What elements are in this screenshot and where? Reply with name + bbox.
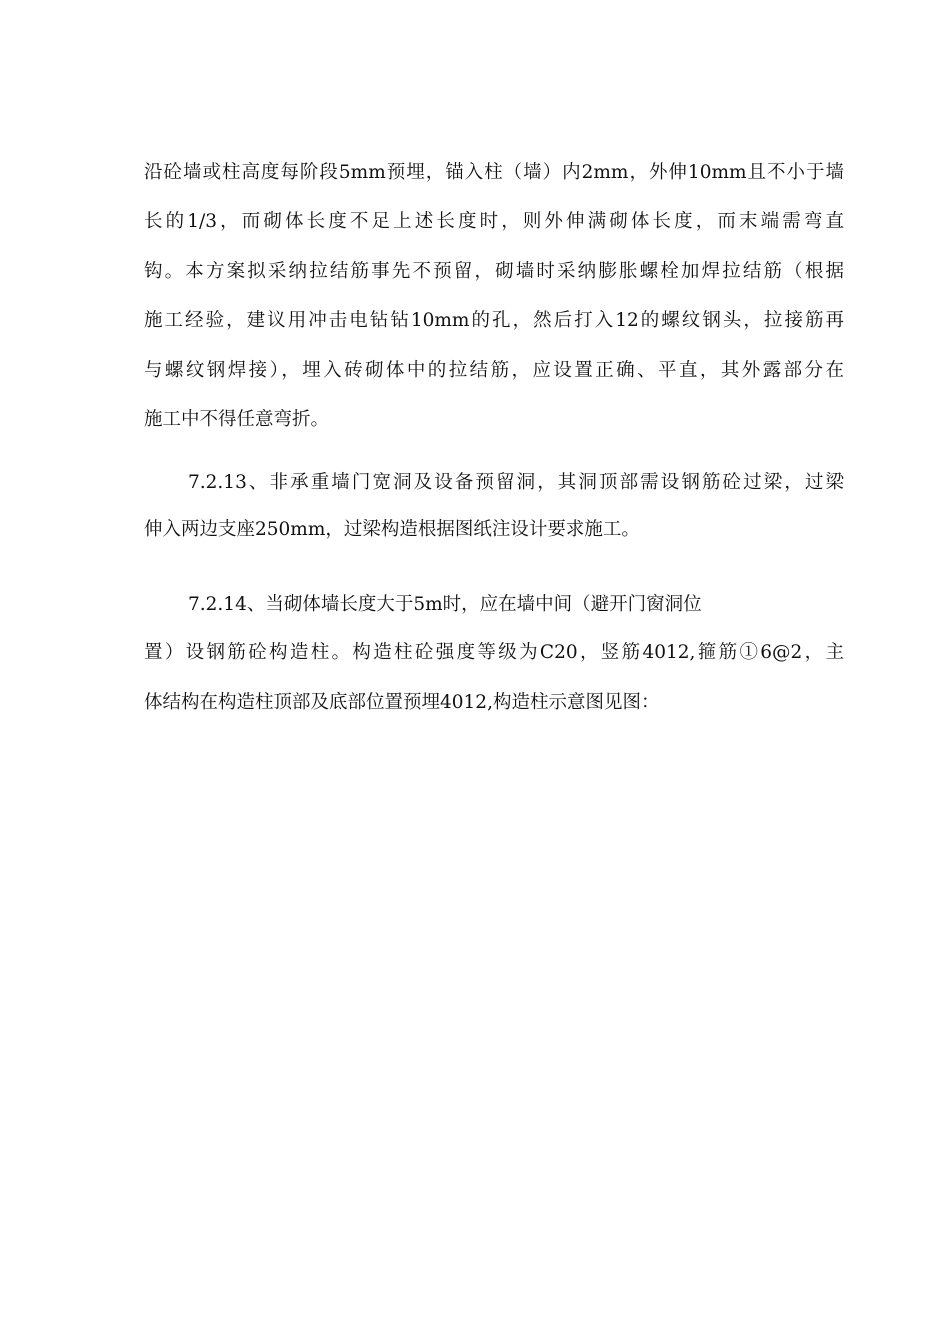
paragraph-1-line-4: 施工经验，建议用冲击电钻钻10mm的孔，然后打入12的螺纹钢头，拉接筋再 — [144, 310, 844, 331]
paragraph-3-line-1: 7.2.14、当砌体墙长度大于5m时，应在墙中间（避开门窗洞位 — [188, 594, 702, 615]
paragraph-2-line-1: 7.2.13、非承重墙门宽洞及设备预留洞，其洞顶部需设钢筋砼过梁，过梁 — [188, 472, 844, 493]
paragraph-1-line-6: 施工中不得任意弯折。 — [144, 409, 330, 430]
paragraph-1-line-1: 沿砼墙或柱高度每阶段5mm预埋，锚入柱（墙）内2mm，外伸10mm且不小于墙 — [144, 162, 844, 183]
paragraph-2-line-2: 伸入两边支座250mm，过梁构造根据图纸注设计要求施工。 — [144, 519, 640, 540]
paragraph-1-line-3: 钩。本方案拟采纳拉结筋事先不预留，砌墙时采纳膨胀螺栓加焊拉结筋（根据 — [144, 261, 844, 282]
paragraph-1-line-2: 长的1/3，而砌体长度不足上述长度时，则外伸满砌体长度，而末端需弯直 — [144, 211, 844, 232]
paragraph-3-line-2: 置）设钢筋砼构造柱。构造柱砼强度等级为C20，竖筋4012,箍筋①6@2，主 — [144, 642, 844, 663]
paragraph-1-line-5: 与螺纹钢焊接），埋入砖砌体中的拉结筋，应设置正确、平直，其外露部分在 — [144, 360, 844, 381]
paragraph-3-line-3: 体结构在构造柱顶部及底部位置预埋4012,构造柱示意图见图： — [144, 692, 660, 713]
